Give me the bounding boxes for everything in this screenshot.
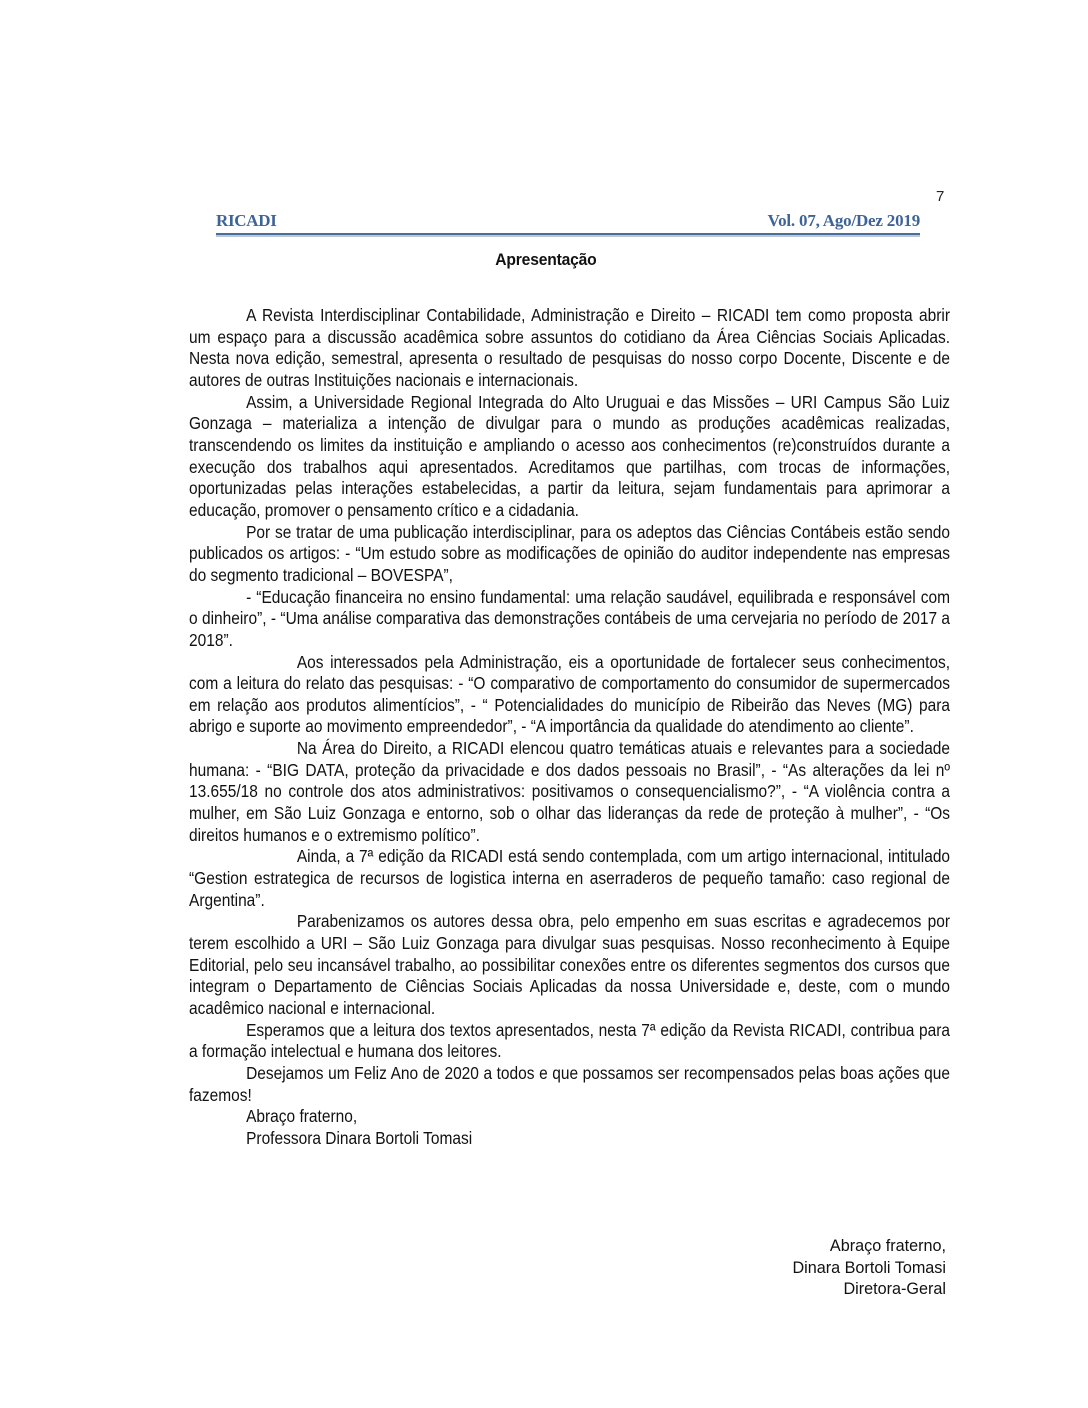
journal-name: RICADI: [216, 211, 277, 230]
paragraph-hope: Esperamos que a leitura dos textos apresentados, nesta 7ª edição da Revista RICADI, contribua para a formação intelectual e humana dos leitores.: [189, 1020, 951, 1062]
article-body: [189, 305, 950, 1150]
paragraph-accounting-continued: - “Educação financeira no ensino fundamental: uma relação saudável, equilibrada e responsável com o dinheiro”, - “Uma análise comparativa das demonstrações contábeis de uma cervejaria no período de 2017 a 2018”.: [189, 587, 951, 650]
closing-author: Professora Dinara Bortoli Tomasi: [246, 1128, 473, 1148]
paragraph-wishes: Desejamos um Feliz Ano de 2020 a todos e que possamos ser recompensados pelas boas ações que fazemos!: [189, 1063, 951, 1105]
paragraph-accounting: Por se tratar de uma publicação interdisciplinar, para os adeptos das Ciências Contábeis estão sendo publicados os artigos: - “Um estudo sobre as modificações de opinião do auditor independente nas empresas do segmento tradicional – BOVESPA”,: [189, 522, 951, 585]
signature-role: Diretora-Geral: [843, 1280, 946, 1298]
paragraph-law: Na Área do Direito, a RICADI elencou quatro temáticas atuais e relevantes para a sociedade humana: - “BIG DATA, proteção da privacidade e dos dados pessoais no Brasil”, - “As alterações da lei nº 13.655/18 no controle dos atos administrativos: positivamos o consequencialismo?”, - “A violência contra a mulher, em São Luiz Gonzaga e entorno, sob o olhar das lideranças da rede de proteção à mulher”, - “Os direitos humanos e o extremismo político”.: [189, 739, 951, 845]
signature-greeting: Abraço fraterno,: [829, 1237, 946, 1255]
volume-info: Vol. 07, Ago/Dez 2019: [767, 211, 920, 230]
paragraph-administration: Aos interessados pela Administração, eis a oportunidade de fortalecer seus conhecimentos, com a leitura do relato das pesquisas: - “O comparativo de comportamento do consumidor de supermercados em relação aos produtos alimentícios”, - “ Potencialidades do município de Ribeirão das Neves (MG) para abrigo e suporte ao movimento empreendedor”, - “A importância da qualidade do atendimento ao cliente”.: [189, 652, 951, 737]
closing-greeting: Abraço fraterno,: [246, 1107, 358, 1127]
page-number: 7: [936, 188, 945, 205]
paragraph-university: Assim, a Universidade Regional Integrada do Alto Uruguai e das Missões – URI Campus São Luiz Gonzaga – materializa a intenção de divulgar para o mundo as produções acadêmicas realizadas, transcendendo os limites da instituição e ampliando o acesso aos conhecimentos (re)construídos durante a execução dos trabalhos aqui apresentados. Acreditamos que partilhas, com trocas de informações, oportunizadas pelas interações estabelecidas, a partir da leitura, sejam fundamentais para aprimorar a educação, promover o pensamento crítico e a cidadania.: [189, 392, 951, 520]
paragraph-acknowledgements: Parabenizamos os autores dessa obra, pelo empenho em suas escritas e agradecemos por terem escolhido a URI – São Luiz Gonzaga para divulgar suas pesquisas. Nosso reconhecimento à Equipe Editorial, pelo seu incansável trabalho, ao possibilitar conexões entre os diferentes segmentos dos cursos que integram o Departamento de Ciências Sociais Aplicadas da nossa Universidade e, deste, com o mundo acadêmico nacional e internacional.: [189, 912, 951, 1018]
signature-block: [792, 1236, 946, 1301]
running-header: [216, 209, 920, 235]
page-title: Apresentação: [495, 250, 597, 269]
signature-name: Dinara Bortoli Tomasi: [792, 1258, 946, 1277]
paragraph-intro: A Revista Interdisciplinar Contabilidade, Administração e Direito – RICADI tem como proposta abrir um espaço para a discussão acadêmica sobre assuntos do cotidiano da Área Ciências Sociais Aplicadas. Nesta nova edição, semestral, apresenta o resultado de pesquisas do nosso corpo Docente, Discente e de autores de outras Instituições nacionais e internacionais.: [189, 306, 951, 390]
paragraph-international: Ainda, a 7ª edição da RICADI está sendo contemplada, com um artigo internacional, intitulado “Gestion estrategica de recursos de logistica interna en aserraderos de pequeño tamaño: caso regional de Argentina”.: [189, 847, 951, 910]
